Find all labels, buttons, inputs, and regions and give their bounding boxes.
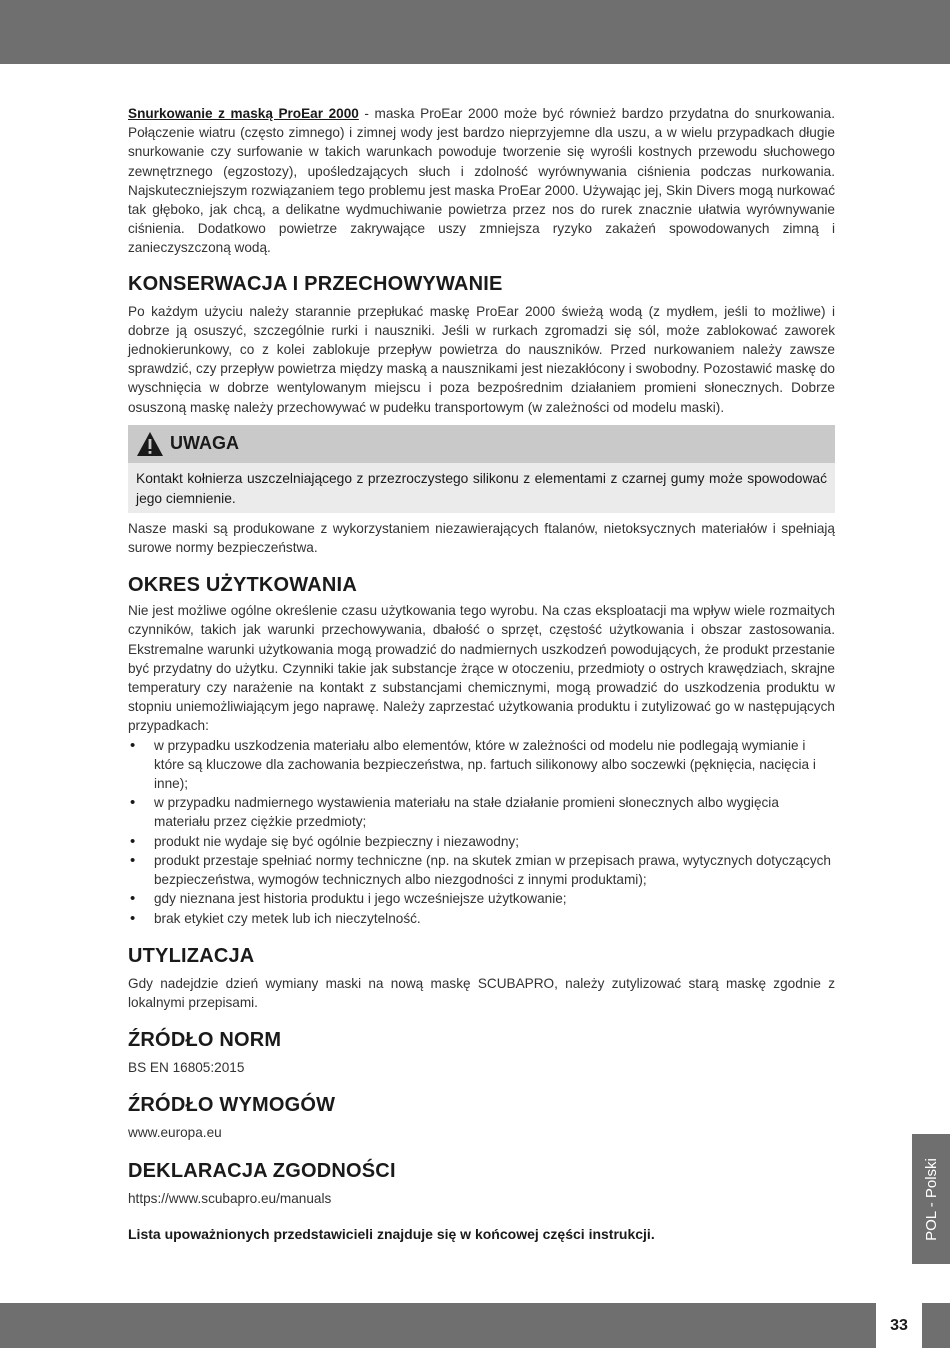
norms-heading: ŹRÓDŁO NORM xyxy=(128,1029,282,1052)
page-number: 33 xyxy=(876,1303,922,1348)
bottom-bar xyxy=(0,1303,950,1348)
snorkel-title: Snurkowanie z maską ProEar 2000 xyxy=(128,106,359,121)
language-side-tab xyxy=(912,1134,950,1264)
list-item: • produkt przestaje spełniać normy techniczne (np. na skutek zmian w przepisach prawa, wytycznych dotyczących bezpieczeństwa, wymogów technicznych albo niezgodności z innymi produktami); xyxy=(128,851,835,889)
page-content xyxy=(128,104,835,1242)
list-item: • produkt nie wydaje się być ogólnie bezpieczny i niezawodny; xyxy=(128,832,835,851)
declaration-heading: DEKLARACJA ZGODNOŚCI xyxy=(128,1159,396,1182)
maintenance-heading: KONSERWACJA I PRZECHOWYWANIE xyxy=(128,272,503,295)
warning-header xyxy=(128,425,835,463)
snorkel-text: - maska ProEar 2000 może być również bardzo przydatna do snurkowania. Połączenie wiatru (często zimnego) i zimnej wody jest bardzo nieprzyjemne dla uszu, a w wielu przypadkach długie snurkowanie czy surfowanie w takich warunkach powoduje tworzenie się wyrośli kostnych przewodu słuchowego zewnętrznego (egzostozy), upośledzających słuch i zdolność wyrównywania ciśnienia podczas nurkowania. Najskuteczniejszym rozwiązaniem tego problemu jest maska ProEar 2000. Używając jej, Skin Divers mogą nurkować tak głęboko, jak chcą, a delikatne wydmuchiwanie powietrza przez nos do rurek znacznie ułatwia wyrównywanie ciśnienia. Dodatkowo powietrze zakrywające uszy zmniejsza ryzyko zakażeń spowodowanych zimną i zanieczyszczoną wodą. xyxy=(128,106,836,256)
warning-title: UWAGA xyxy=(170,433,239,454)
norms-text: BS EN 16805:2015 xyxy=(128,1060,245,1076)
warning-box xyxy=(128,425,835,513)
warning-text: Kontakt kołnierza uszczelniającego z przezroczystego silikonu z elementami z czarnej gumy może spowodować jego ciemnienie. xyxy=(136,470,827,506)
requirements-heading: ŹRÓDŁO WYMOGÓW xyxy=(128,1094,336,1117)
disposal-text: Gdy nadejdzie dzień wymiany maski na nową maskę SCUBAPRO, należy zutylizować starą maskę zgodnie z lokalnymi przepisami. xyxy=(128,975,835,1010)
declaration-link[interactable]: https://www.scubapro.eu/manuals xyxy=(128,1190,332,1206)
top-bar xyxy=(0,0,950,64)
maintenance-text: Po każdym użyciu należy starannie przepłukać maskę ProEar 2000 świeżą wodą (z mydłem, jeśli to możliwe) i dobrze ją osuszyć, szczególnie rurki i nauszniki. Jeśli w rurkach zgromadzi się sól, może zablokować zaworek jednokierunkowy, co z kolei zablokuje przepływ powietrza do nauszników. Przed nurkowaniem należy zawsze sprawdzić, czy przepływ powietrza między maską a nausznikami jest niezakłócony i swobodny. Pozostawić maskę do wyschnięcia w dobrze wentylowanym miejscu i poza bezpośrednim działaniem promieni słonecznych. Dobrze osuszoną maskę należy przechowywać w pudełku transportowym (w zależności od modelu maski). xyxy=(128,303,835,415)
list-item: • gdy nieznana jest historia produktu i jego wcześniejsze użytkowanie; xyxy=(128,889,835,908)
list-item: • w przypadku uszkodzenia materiału albo elementów, które w zależności od modelu nie podlegają wymianie i które są kluczowe dla zachowania bezpieczeństwa, np. fartuch silikonowy albo soczewki (pęknięcia, nacięcia i inne); xyxy=(128,736,835,794)
list-item: • brak etykiet czy metek lub ich nieczytelność. xyxy=(128,909,835,928)
snorkel-paragraph xyxy=(128,104,835,258)
final-note: Lista upoważnionych przedstawicieli znajduje się w końcowej części instrukcji. xyxy=(128,1225,655,1242)
requirements-link[interactable]: www.europa.eu xyxy=(128,1125,222,1141)
disposal-heading: UTYLIZACJA xyxy=(128,944,255,967)
language-label: POL - Polski xyxy=(922,1157,940,1241)
warning-triangle-icon xyxy=(136,431,164,457)
lifetime-heading: OKRES UŻYTKOWANIA xyxy=(128,574,357,597)
lifetime-list xyxy=(128,736,835,928)
materials-text: Nasze maski są produkowane z wykorzystaniem niezawierających ftalanów, nietoksycznych materiałów i spełniają surowe normy bezpieczeństwa. xyxy=(128,520,835,556)
lifetime-text: Nie jest możliwe ogólne określenie czasu użytkowania tego wyrobu. Na czas eksploatacji ma wpływ wiele rozmaitych czynników, takich jak warunki przechowywania, dbałość o sprzęt, częstość użytkowania i obszar zastosowania. Ekstremalne warunki użytkowania mogą prowadzić do nadmiernych uszkodzeń powodujących, że produkt przestanie być przydatny do użytku. Czynniki takie jak substancje żrące w otoczeniu, przedmioty o ostrych krawędziach, skrajne temperatury czy narażenie na kontakt z substancjami chemicznymi, mogą prowadzić do uszkodzenia produktu w stopniu uniemożliwiającym jego naprawę. Należy zaprzestać użytkowania produktu i zutylizować go w następujących przypadkach: xyxy=(128,603,835,734)
list-item: • w przypadku nadmiernego wystawienia materiału na stałe działanie promieni słonecznych albo wygięcia materiału przez ciężkie przedmioty; xyxy=(128,793,835,831)
